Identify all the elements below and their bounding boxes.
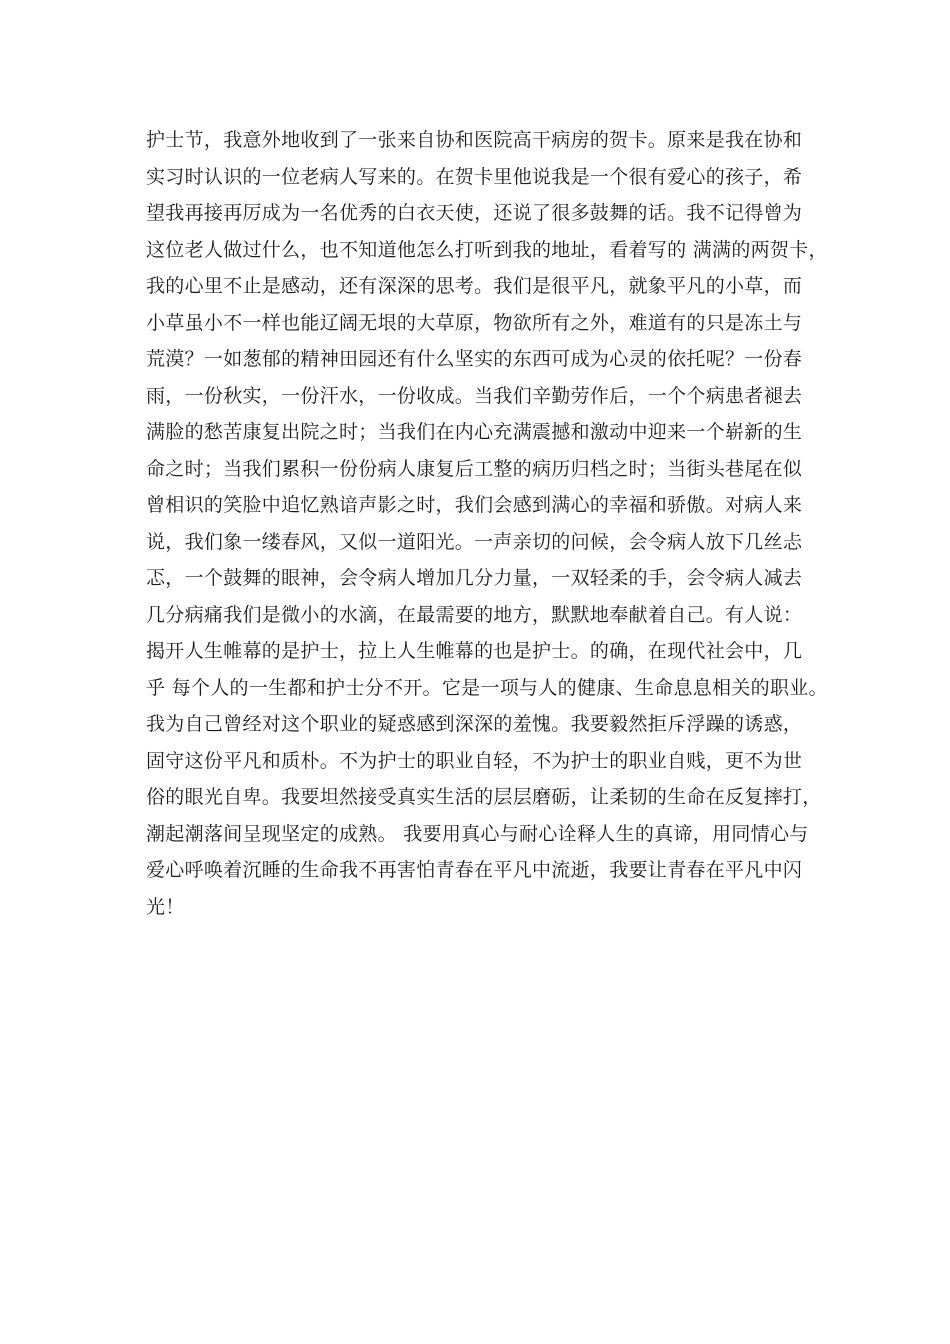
text-line: 实习时认识的一位老病人写来的。在贺卡里他说我是一个很有爱心的孩子，希: [146, 165, 803, 188]
text-line: 揭开人生帷幕的是护士，拉上人生帷幕的也是护士。的确，在现代社会中，几: [146, 640, 803, 662]
text-line: 满脸的愁苦康复出院之时；当我们在内心充满震撼和激动中迎来一个崭新的生: [146, 421, 803, 443]
text-line: 乎 每个人的一生都和护士分不开。它是一项与人的健康、生命息息相关的职业。: [146, 676, 828, 699]
text-line: 曾相识的笑脸中追忆熟谙声影之时，我们会感到满心的幸福和骄傲。对病人来: [146, 494, 803, 516]
text-line: 这位老人做过什么，也不知道他怎么打听到我的地址，看着写的 满满的两贺卡，: [146, 238, 828, 261]
text-line: 固守这份平凡和质朴。不为护士的职业自轻，不为护士的职业自贱，更不为世: [146, 749, 803, 772]
text-line: 小草虽小不一样也能辽阔无垠的大草原，物欲所有之外，难道有的只是冻土与: [146, 311, 803, 334]
text-line: 望我再接再厉成为一名优秀的白衣天使，还说了很多鼓舞的话。我不记得曾为: [146, 202, 803, 224]
text-line: 俗的眼光自卑。我要坦然接受真实生活的层层磨砺，让柔韧的生命在反复摔打，: [146, 786, 822, 808]
text-line: 命之时；当我们累积一份份病人康复后工整的病历归档之时；当街头巷尾在似: [146, 457, 803, 480]
text-line: 潮起潮落间呈现坚定的成熟。 我要用真心与耐心诠释人生的真谛，用同情心与: [146, 822, 809, 845]
text-line: 雨，一份秋实，一份汗水，一份收成。当我们辛勤劳作后，一个个病患者褪去: [146, 384, 803, 407]
text-line: 忑，一个鼓舞的眼神，会令病人增加几分力量，一双轻柔的手，会令病人减去: [146, 567, 803, 589]
text-line: 荒漠？一如葱郁的精神田园还有什么坚实的东西可成为心灵的依托呢？一份春: [146, 348, 803, 370]
text-line: 护士节，我意外地收到了一张来自协和医院高干病房的贺卡。原来是我在协和: [146, 129, 803, 151]
text-line: 我为自己曾经对这个职业的疑惑感到深深的羞愧。我要毅然拒斥浮躁的诱惑，: [146, 713, 803, 735]
text-line: 光！: [146, 895, 185, 918]
text-line: 爱心呼唤着沉睡的生命我不再害怕青春在平凡中流逝，我要让青春在平凡中闪: [146, 859, 803, 881]
text-line: 说，我们象一缕春风，又似一道阳光。一声亲切的问候，会令病人放下几丝忐: [146, 530, 803, 553]
text-line: 几分病痛我们是微小的水滴，在最需要的地方，默默地奉献着自己。有人说：: [146, 603, 803, 626]
text-line: 我的心里不止是感动，还有深深的思考。我们是很平凡，就象平凡的小草，而: [146, 275, 803, 297]
document-body: [146, 122, 866, 925]
